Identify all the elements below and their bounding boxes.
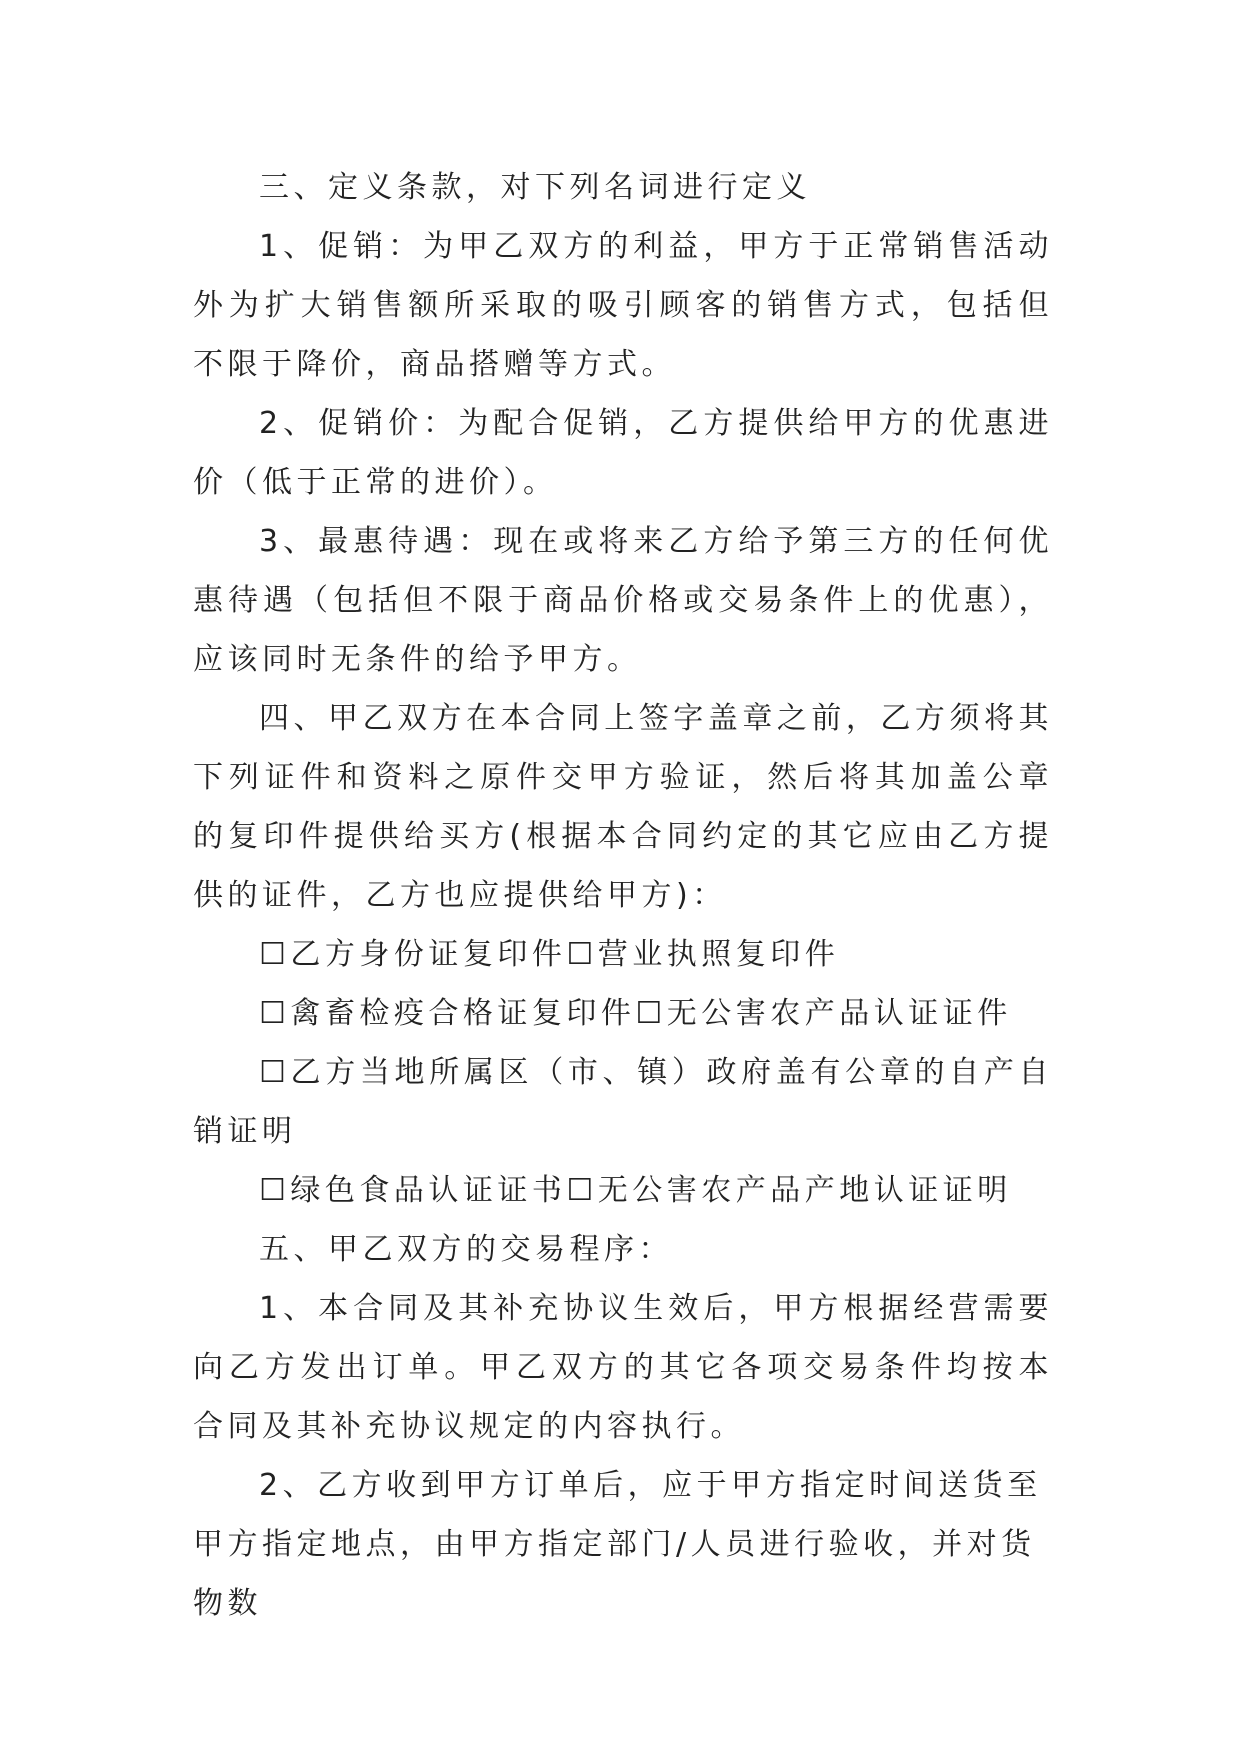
definition-promotion: 1、促销：为甲乙双方的利益，甲方于正常销售活动外为扩大销售额所采取的吸引顾客的销售方式，包括但不限于降价，商品搭赠等方式。 <box>193 229 1053 382</box>
section-five-heading: 五、甲乙双方的交易程序： <box>259 1232 673 1267</box>
definition-most-favored-treatment: 3、最惠待遇：现在或将来乙方给予第三方的任何优惠待遇（包括但不限于商品价格或交易条件上的优惠），应该同时无条件的给予甲方。 <box>193 524 1053 677</box>
section-four-paragraph: 四、甲乙双方在本合同上签字盖章之前，乙方须将其下列证件和资料之原件交甲方验证，然后将其加盖公章的复印件提供给买方(根据本合同约定的其它应由乙方提供的证件，乙方也应提供给甲方)： <box>193 701 1053 913</box>
checklist-line-3: ☐乙方当地所属区（市、镇）政府盖有公章的自产自销证明 <box>193 1055 1053 1149</box>
procedure-item-2: 2、乙方收到甲方订单后，应于甲方指定时间送货至甲方指定地点，由甲方指定部门/人员进行验收，并对货物数 <box>193 1468 1042 1621</box>
checklist-line-4: ☐绿色食品认证证书☐无公害农产品产地认证证明 <box>259 1173 1012 1208</box>
procedure-item-1: 1、本合同及其补充协议生效后，甲方根据经营需要向乙方发出订单。甲乙双方的其它各项交易条件均按本合同及其补充协议规定的内容执行。 <box>193 1291 1053 1444</box>
document-body <box>193 158 1053 1633</box>
checklist-line-1: ☐乙方身份证复印件☐营业执照复印件 <box>259 937 840 972</box>
checklist-line-2: ☐禽畜检疫合格证复印件☐无公害农产品认证证件 <box>259 996 1012 1031</box>
definition-promotion-price: 2、促销价：为配合促销，乙方提供给甲方的优惠进价（低于正常的进价）。 <box>193 406 1053 500</box>
section-three-heading: 三、定义条款，对下列名词进行定义 <box>259 170 811 205</box>
